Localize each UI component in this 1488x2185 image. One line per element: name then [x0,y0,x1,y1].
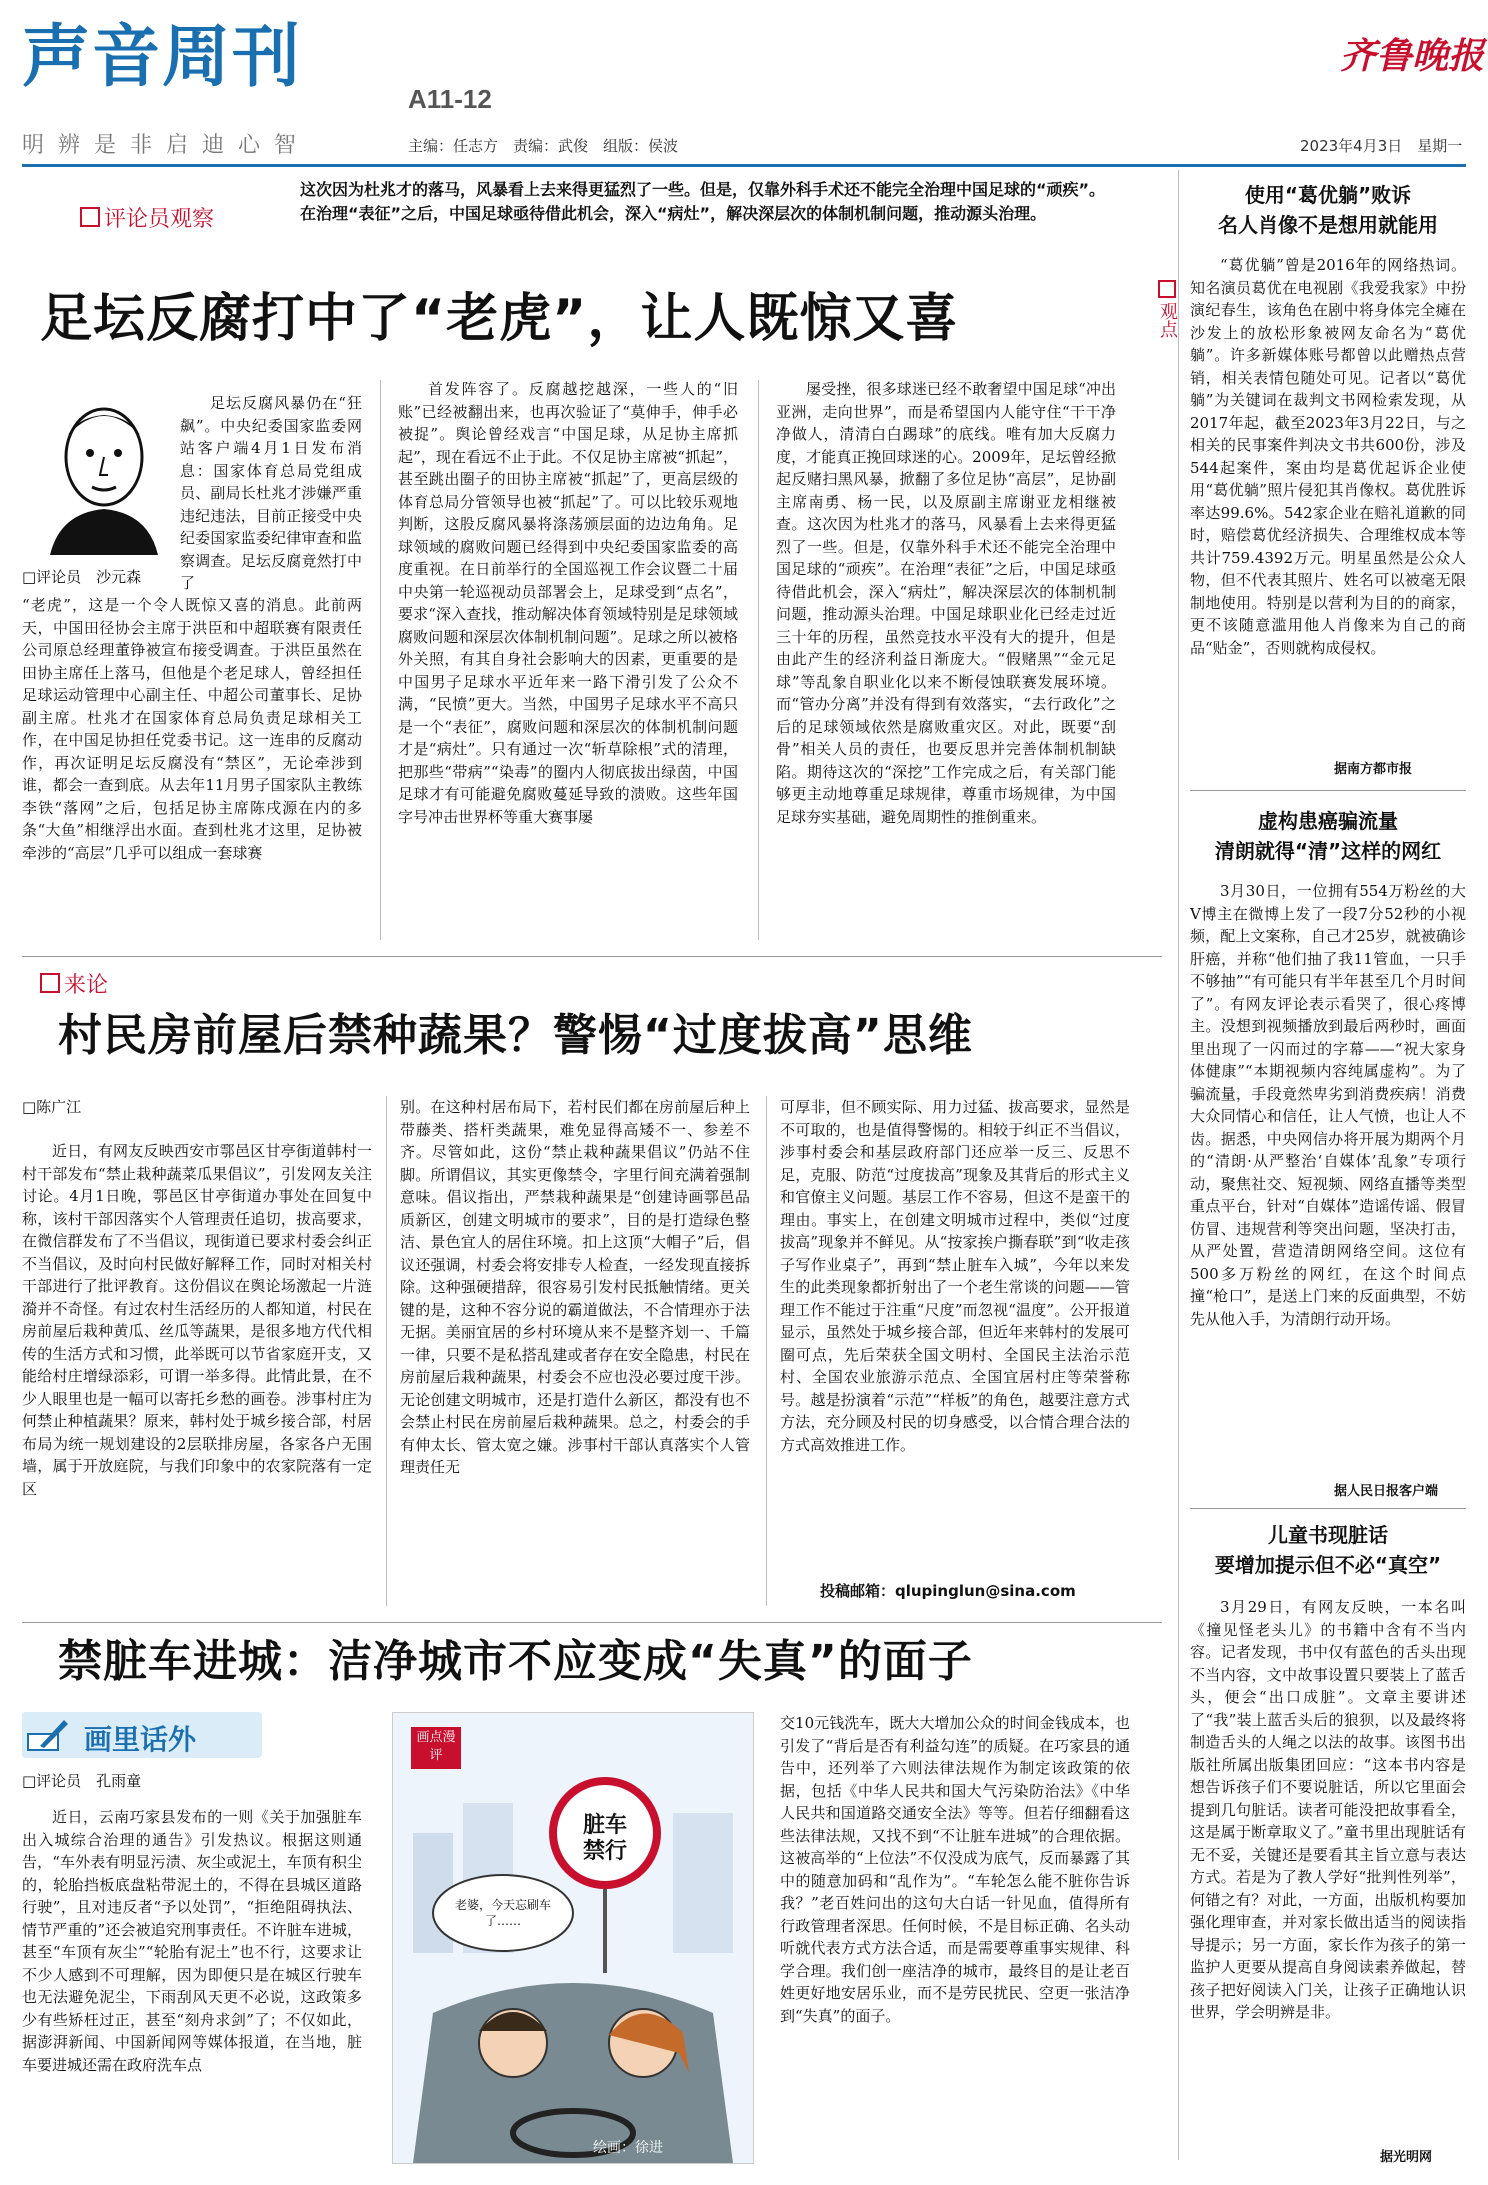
col-divider [758,380,759,940]
article2-byline: □陈广江 [22,1098,82,1116]
paragraph: 屡受挫，很多球迷已经不敢奢望中国足球“冲出亚洲，走向世界”，而是希望国内人能守住“干干净净做人，清清白白踢球”的底线。唯有加大反腐力度，才能真正挽回球迷的心。2009年，足坛曾经掀起反赌扫黑风暴，掀翻了多位足协“高层”，足协副主席南勇、杨一民，以及原副主席谢亚龙相继被查。这次因为杜兆才的落马，风暴看上去来得更猛烈了一些。但是，仅靠外科手术还不能完全治理中国足球的“顽疾”。在治理“表征”之后，中国足球亟待借此机会，深入“病灶”，解决深层次的体制机制问题，推动源头治理。中国足球职业化已经走过近三十年的历程，虽然竞技水平没有大的提升，但是由此产生的经济利益日渐庞大。“假赌黑”“金元足球”等乱象自职业化以来不断侵蚀联赛发展环境。而“管办分离”并没有得到有效落实，“去行政化”之后的足球领域依然是腐败重灾区。对此，既要“刮骨”相关人员的责任，也要反思并完善体制机制缺陷。期待这次的“深挖”工作完成之后，有关部门能够更主动地尊重足球规律，尊重市场规律，为中国足球夯实基础，避免周期性的推倒重来。 [776,380,1116,826]
label-box-icon [40,973,60,993]
col-divider [386,1096,387,1606]
article1-col3 [776,378,1116,944]
sidebar-item3-body [1190,1596,1466,2140]
paragraph: 足坛反腐风暴仍在“狂飙”。中央纪委国家监委网站客户端4月1日发布消息：国家体育总局党组成员、副局长杜兆才涉嫌严重违纪违法，目前正接受中央纪委国家监委纪律审查和监察调查。足坛反腐竟然打中了 [180,394,362,592]
article1-col2 [398,378,738,944]
article1-headline: 足坛反腐打中了“老虎”，让人既惊又喜 [40,289,959,349]
col-divider [766,1096,767,1606]
sidebar-rule [1190,790,1466,791]
issue-date: 2023年4月3日 星期一 [1300,137,1463,155]
comic-illustration [392,1712,754,2164]
paragraph: 可厚非，但不顾实际、用力过猛、拔高要求，显然是不可取的，也是值得警惕的。相较于纠正不当倡议，涉事村委会和基层政府部门还应举一反三、反思不足，克服、防范“过度拔高”现象及其背后的形式主义和官僚主义问题。基层工作不容易，但这不是蛮干的理由。事实上，在创建文明城市过程中，类似“过度拔高”现象并不鲜见。从“按家挨户撕春联”到“收走孩子写作业桌子”，再到“禁止脏车入城”，今年以来发生的此类现象都折射出了一个老生常谈的问题——管理工作不能过于注重“尺度”而忽视“温度”。公开报道显示，虽然处于城乡接合部，但近年来韩村的发展可圈可点，先后荣获全国文明村、全国民主法治示范村、全国农业旅游示范点、全国宜居村庄等荣誉称号。越是扮演着“示范”“样板”的角色，越要注意方式方法，充分顾及村民的切身感受，以合情合理合法的方式高效推进工作。 [780,1098,1130,1454]
section-rule [22,1622,1162,1623]
label-text: 观点 [1157,302,1178,338]
page-number: A11-12 [408,84,492,114]
paragraph: 3月30日，一位拥有554万粉丝的大V博主在微博上发了一段7分52秒的小视频，配上文案称，自己才25岁，就被确诊肝癌，并称“他们抽了我11管血，一只手不够抽”“有可能只有半年甚至几个月时间了”。有网友评论表示看哭了，很心疼博主。没想到视频播放到最后两秒时，画面里出现了一闪而过的字幕——“祝大家身体健康”“本期视频内容纯属虚构”。为了骗流量，手段竟然卑劣到消费疾病！消费大众同情心和信任，让人气愤，也让人不齿。据悉，中央网信办将开展为期两个月的“清朗·从严整治‘自媒体’乱象”专项行动，聚焦社交、短视频、网络直播等类型重点平台，针对“自媒体”造谣传谣、假冒仿冒、违规营利等突出问题，坚决打击，从严处置，营造清朗网络空间。这位有500多万粉丝的网红，在这个时间点撞“枪口”，是送上门来的反面典型，不妨先从他入手，为清朗行动开场。 [1190,882,1466,1328]
section-label-guest [40,968,108,999]
title-line: 清朗就得“清”这样的网红 [1214,839,1442,863]
column-divider [1178,170,1179,2160]
sidebar-item1-body [1190,254,1466,752]
sidebar-label-opinion [1154,280,1180,338]
sidebar-item3-source: 据光明网 [1380,2150,1433,2165]
comic-speech-bubble: 老婆，今天忘刷车了…… [454,1898,551,1928]
article3-col3 [780,1712,1130,2162]
article3-col1 [22,1806,362,2166]
article2-col3 [780,1096,1130,1576]
author-portrait [40,395,168,555]
newspaper-logo: 齐鲁晚报 [1340,35,1485,77]
column-badge-comic [22,1712,262,1758]
comic-sign-text: 脏车禁行 [582,1813,627,1864]
article2-col1 [22,1140,372,1608]
title-line: 虚构患癌骗流量 [1258,809,1398,833]
sidebar-item2-title [1190,806,1466,866]
section-rule [22,956,1162,957]
title-line: 儿童书现脏话 [1268,1523,1388,1547]
article1-col1 [22,594,362,944]
paragraph: 近日，云南巧家县发布的一则《关于加强脏车出入城综合治理的通告》引发热议。根据这则通告，“车外表有明显污渍、灰尘或泥土，车顶有积尘的，轮胎挡板底盘粘带泥土的，不得在县城区道路行驶”，且对违反者“予以处罚”，“拒绝阻碍执法、情节严重的”还会被追究刑事责任。不许脏车进城，甚至“车顶有灰尘”“轮胎有泥土”也不行，这要求让不少人感到不可理解，因为即便只是在城区行驶车也无法避免泥尘，下雨刮风天更不必说，这政策多少有些矫枉过正，甚至“刻舟求剑”了；不仅如此，据澎湃新闻、中国新闻网等媒体报道，在当地，脏车要进城还需在政府洗车点 [22,1808,362,2074]
section-label-observer [80,202,214,233]
paragraph: 别。在这种村居布局下，若村民们都在房前屋后种上带藤类、搭杆类蔬果，难免显得高矮不一、参差不齐。尽管如此，这份“禁止栽种蔬果倡议”仍站不住脚。所谓倡议，其实更像禁令，字里行间充满着强制意味。倡议指出，严禁栽种蔬果是“创建诗画鄠邑品质新区，创建文明城市的要求”，目的是打造绿色整洁、景色宜人的居住环境。扣上这顶“大帽子”后，倡议还强调，村委会将安排专人检查，一经发现直接拆除。这种强硬措辞，很容易引发村民抵触情绪。更关键的是，这种不容分说的霸道做法，不合情理亦于法无据。美丽宜居的乡村环境从来不是整齐划一、千篇一律，只要不是私搭乱建或者存在安全隐患，村民在房前屋后栽种蔬果，村委会不应也没必要过度干涉。无论创建文明城市，还是打造什么新区，都没有也不会禁止村民在房前屋后栽种蔬果。总之，村委会的手有伸太长、管太宽之嫌。涉事村干部认真落实个人管理责任无 [400,1098,750,1476]
portrait-sketch-icon [40,395,168,555]
submission-email: 投稿邮箱：qlupinglun@sina.com [820,1582,1076,1600]
sidebar-item2-source: 据人民日报客户端 [1334,1484,1439,1499]
paragraph: “葛优躺”曾是2016年的网络热词。知名演员葛优在电视剧《我爱我家》中扮演纪春生，该角色在剧中将身体完全瘫在沙发上的放松形象被网友命名为“葛优躺”。许多新媒体账号都曾以此赠热点营销，相关表情包随处可见。记者以“葛优躺”为关键词在裁判文书网检索发现，从2017年起，截至2023年3月22日，与之相关的民事案件判决文书共600份，涉及544起案件，案由均是葛优起诉企业使用“葛优躺”照片侵犯其肖像权。葛优胜诉率达99.6%。542家企业在赔礼道歉的同时，赔偿葛优经济损失、合理维权成本等共计759.4392万元。明星虽然是公众人物，但不代表其照片、姓名可以被毫无限制地使用。特别是以营利为目的的商家，更不该随意滥用他人肖像来为自己的商品“贴金”，否则就构成侵权。 [1190,256,1466,657]
article1-byline: □评论员 沙元森 [22,568,142,586]
comic-credit: 绘画：徐进 [593,2140,663,2156]
article1-col1-intro [180,392,362,594]
sidebar-item2-body [1190,880,1466,1478]
title-line: 使用“葛优躺”败诉 [1244,183,1412,207]
title-line: 名人肖像不是想用就能用 [1218,213,1438,237]
comic-badge: 画点漫评 [411,1727,461,1769]
title-line: 要增加提示但不必“真空” [1214,1553,1442,1577]
article3-headline: 禁脏车进城：洁净城市不应变成“失真”的面子 [58,1636,973,1687]
article3-byline: □评论员 孔雨童 [22,1772,142,1790]
article2-col2 [400,1096,750,1608]
label-box-icon [1158,280,1176,298]
col-divider [380,380,381,940]
editor-credits: 主编：任志方 责编：武俊 组版：侯波 [408,137,679,155]
paragraph: 3月29日，有网友反映，一本名叫《撞见怪老头儿》的书籍中含有不当内容。记者发现，书中仅有蓝色的舌头出现不当内容，文中故事设置只要装上了蓝舌头，便会“出口成脏”。文章主要讲述了“我”装上蓝舌头后的狼狈，以及最终将制造舌头的人绳之以法的故事。该图书出版社所属出版集团回应：“这本书内容是想告诉孩子们不要说脏话，所以它里面会提到几句脏话。读者可能没把故事看全，这是属于断章取义了。”童书里出现脏话有无不妥，关键还是要看其主旨立意与表达方式。若是为了教人学好“批判性列举”，何错之有？对此，一方面，出版机构要加强化理审查，并对家长做出适当的阅读指导提示；另一方面，家长作为孩子的第一监护人更要从提高自身阅读素养做起，替孩子把好阅读入门关，让孩子正确地认识世界，学会明辨是非。 [1190,1598,1466,2021]
sidebar-rule [1190,1508,1466,1509]
label-text: 评论员观察 [104,207,215,232]
masthead-rule [22,164,1466,167]
sidebar-item1-title [1190,180,1466,240]
label-box-icon [80,207,100,227]
brush-icon [26,1716,70,1754]
paragraph: 近日，有网友反映西安市鄠邑区甘亭街道韩村一村干部发布“禁止栽种蔬菜瓜果倡议”，引发网友关注讨论。4月1日晚，鄠邑区甘亭街道办事处在回复中称，该村干部因落实个人管理责任追切，拔高要求，在微信群发布了不当倡议，现街道已要求村委会纠正不当倡议，及时向村民做好解释工作，同时对相关村干部进行了批评教育。这份倡议在舆论场激起一片涟漪并不奇怪。有过农村生活经历的人都知道，村民在房前屋后栽种黄瓜、丝瓜等蔬果，是很多地方代代相传的生活方式和习惯，此举既可以节省家庭开支，又能给村庄增绿添彩，可谓一举多得。此情此景，在不少人眼里也是一幅可以寄托乡愁的画卷。涉事村庄为何禁止种植蔬果？原来，韩村处于城乡接合部，村居布局为统一规划建设的2层联排房屋，各家各户无围墙，属于开放庭院，与我们印象中的农家院落有一定区 [22,1142,372,1498]
section-motto: 明辨是非启迪心智 [22,133,311,158]
label-text: 画里话外 [84,1723,197,1756]
paragraph: 首发阵容了。反腐越挖越深，一些人的“旧账”已经被翻出来，也再次验证了“莫伸手，伸手必被捉”。舆论曾经戏言“中国足球，从足协主席抓起”，现在看远不止于此。不仅足协主席被“抓起”，甚至跳出圈子的田协主席被“抓起”了，更高层级的体育总局分管领导也被“抓起”了。可以比较乐观地判断，这股反腐风暴将涤荡颁层面的边边角角。足球领域的腐败问题已经得到中央纪委国家监委的高度重视。在日前举行的全国巡视工作会议暨二十届中央第一轮巡视动员部署会上，足球受到“点名”，要求“深入查找，推动解决体育领域特别是足球领域腐败问题和深层次体制机制问题”。足球之所以被格外关照，有其自身社会影响大的因素，更重要的是中国男子足球水平近年来一路下滑引发了公众不满，“民愤”更大。当然，中国男子足球水平不高只是一个“表征”，腐败问题和深层次的体制机制问题才是“病灶”。只有通过一次“斩草除根”式的清理，把那些“带病”“染毒”的圈内人彻底拔出绿茵，中国足球才有可能避免腐败蔓延导致的溃败。这些年国字号冲击世界杯等重大赛事屡 [398,380,738,826]
article2-headline: 村民房前屋后禁种蔬果？警惕“过度拔高”思维 [58,1010,973,1061]
car-scene-icon [393,1713,753,2163]
paragraph: “老虎”，这是一个令人既惊又喜的消息。此前两天，中国田径协会主席于洪臣和中超联赛有限责任公司原总经理董铮被宣布接受调查。于洪臣虽然在田协主席任上落马，但他是个老足球人，曾经担任足球运动管理中心副主任、中超公司董事长、足协副主席。杜兆才在国家体育总局负责足球相关工作，在中国足协担任党委书记。这一连串的反腐动作，再次证明足坛反腐没有“禁区”，无论牵涉到谁，都会一查到底。从去年11月男子国家队主教练李铁“落网”之后，包括足协主席陈戌源在内的多条“大鱼”相继浮出水面。查到杜兆才这里，足协被牵涉的“高层”几乎可以组成一套球赛 [22,596,362,862]
section-title: 声音周刊 [22,18,303,97]
label-text: 来论 [64,973,109,998]
sidebar-item3-title [1190,1520,1466,1580]
sidebar-item1-source: 据南方都市报 [1334,762,1413,777]
article1-lead: 这次因为杜兆才的落马，风暴看上去来得更猛烈了一些。但是，仅靠外科手术还不能完全治理中国足球的“顽疾”。在治理“表征”之后，中国足球亟待借此机会，深入“病灶”，解决深层次的体制机制问题，推动源头治理。 [300,180,1106,223]
paragraph: 交10元钱洗车，既大大增加公众的时间金钱成本，也引发了“背后是否有利益勾连”的质疑。在巧家县的通告中，还列举了六则法律法规作为制定该政策的依据，包括《中华人民共和国大气污染防治法》《中华人民共和国道路交通安全法》等等。但若仔细翻看这些法律法规，又找不到“不让脏车进城”的合理依据。这被高举的“上位法”不仅没成为底气，反而暴露了其中的随意加码和“乱作为”。“车轮怎么能不脏你告诉我？”老百姓问出的这句大白话一针见血，值得所有行政管理者深思。任何时候，不是目标正确、名头动听就代表方式方法合适，而是需要尊重事实规律、科学合理。我们创一座洁净的城市，最终目的是让老百姓更好地安居乐业，而不是劳民扰民、空更一张洁净到“失真”的面子。 [780,1714,1130,2025]
